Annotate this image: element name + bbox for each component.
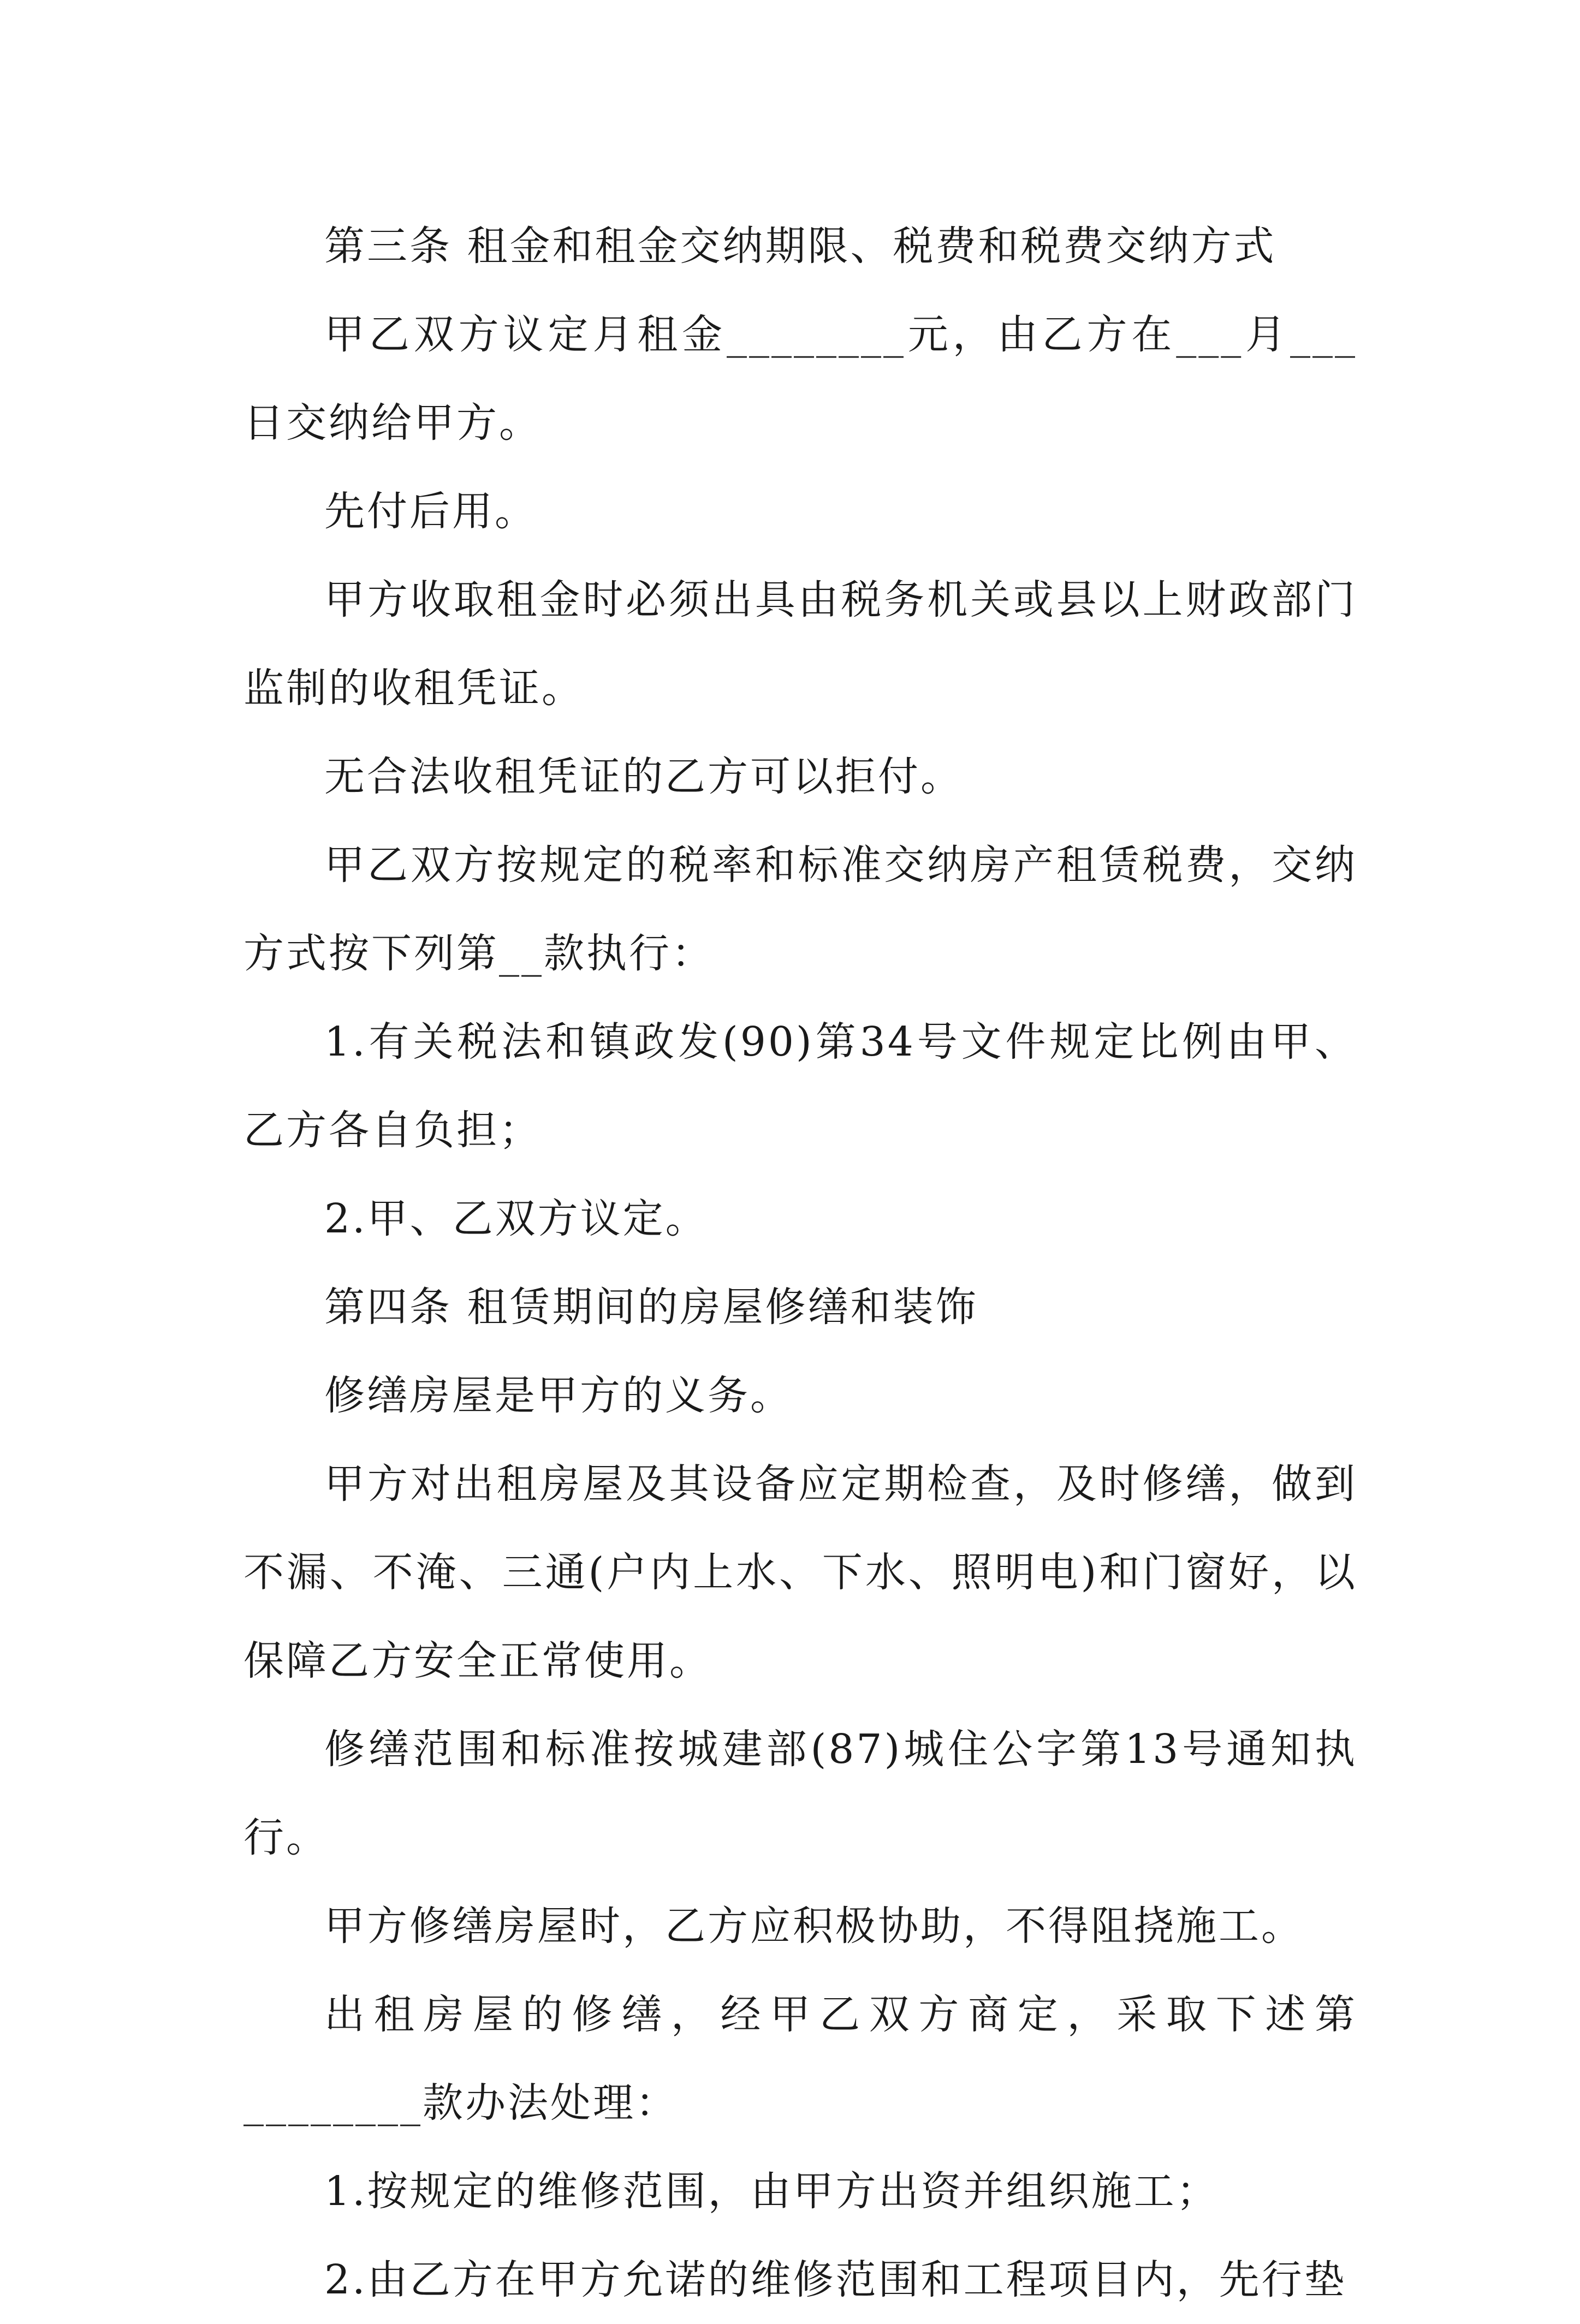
list-item-tax-2: 2.甲、乙双方议定。 [324,1195,708,1242]
paragraph-refuse-payment: 无合法收租凭证的乙方可以拒付。 [324,753,963,800]
paragraph-rent-receipt: 甲方收取租金时必须出具由税务机关或县以上财政部门监制的收租凭证。 [243,576,1357,712]
list-item-tax-1: 1.有关税法和镇政发(90)第34号文件规定比例由甲、乙方各自负担； [243,1018,1357,1154]
paragraph-pay-first: 先付后用。 [324,488,537,535]
paragraph-repair-scope: 修缮范围和标准按城建部(87)城住公字第13号通知执行。 [243,1726,1357,1861]
paragraph-monthly-rent: 甲乙双方议定月租金________元，由乙方在___月___日交纳给甲方。 [243,311,1357,446]
list-item-repair-2: 2.由乙方在甲方允诺的维修范围和工程项目内，先行垫 [324,2256,1347,2303]
article-3-heading: 第三条 租金和租金交纳期限、税费和税费交纳方式 [324,223,1276,270]
paragraph-inspection: 甲方对出租房屋及其设备应定期检查，及时修缮，做到不漏、不淹、三通(户内上水、下水、照明电)和门窗好，以保障乙方安全正常使用。 [243,1461,1357,1684]
article-4-heading: 第四条 租赁期间的房屋修缮和装饰 [324,1284,978,1331]
paragraph-repair-duty: 修缮房屋是甲方的义务。 [324,1372,793,1419]
list-item-repair-1: 1.按规定的维修范围，由甲方出资并组织施工； [324,2168,1219,2215]
paragraph-repair-method: 出租房屋的修缮，经甲乙双方商定，采取下述第________款办法处理： [243,1991,1357,2126]
paragraph-tax-method: 甲乙双方按规定的税率和标准交纳房产租赁税费，交纳方式按下列第__款执行： [243,842,1357,977]
document-body [243,202,1357,2324]
paragraph-cooperation: 甲方修缮房屋时，乙方应积极协助，不得阻挠施工。 [324,1903,1304,1950]
